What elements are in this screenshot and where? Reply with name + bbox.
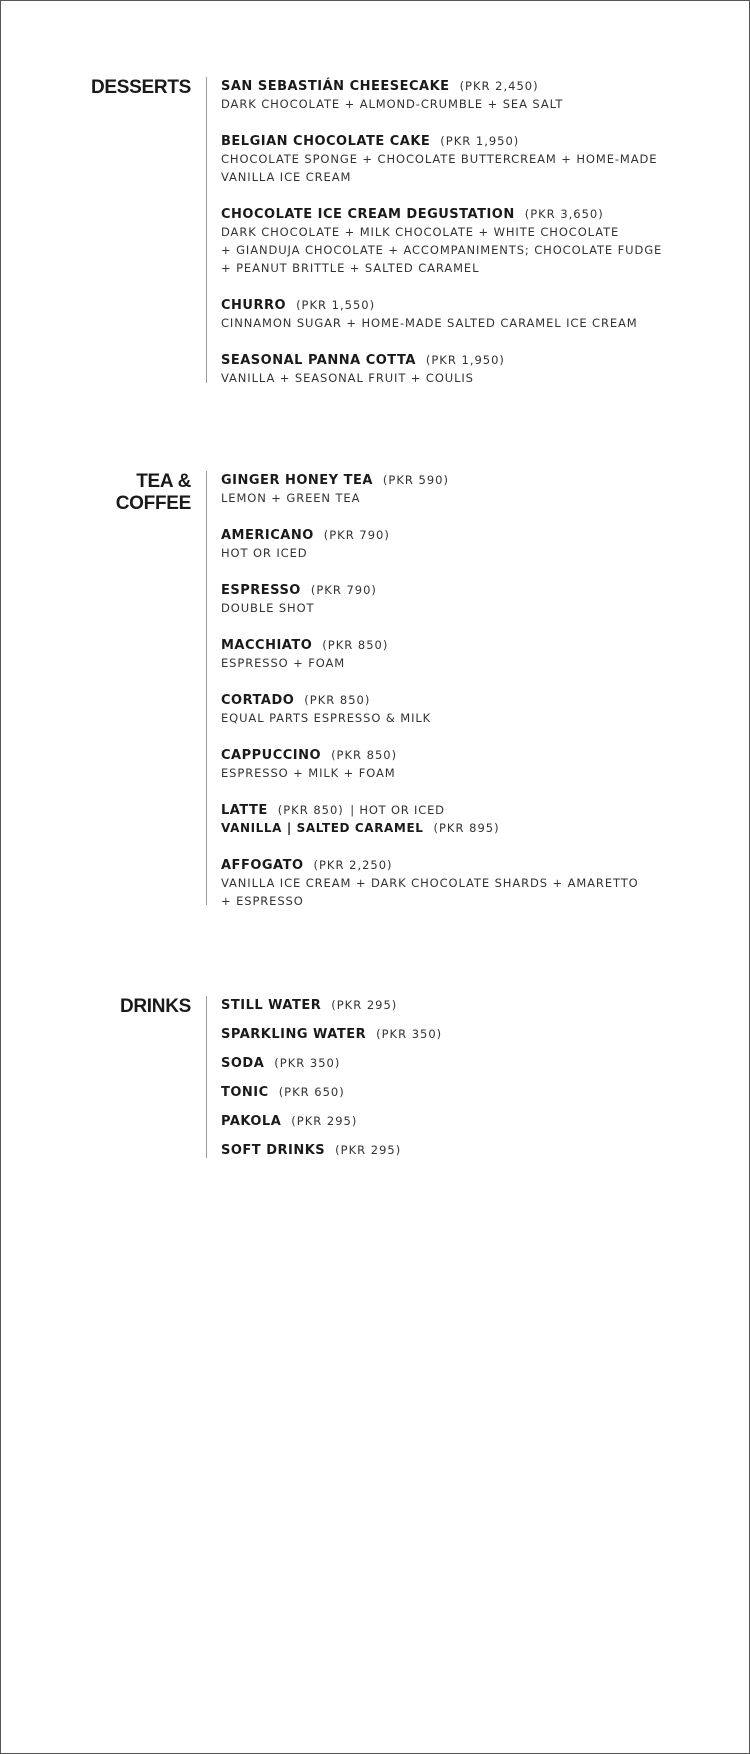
item-variant-name: VANILLA | SALTED CARAMEL <box>221 821 424 835</box>
item-name: CAPPUCCINO <box>221 748 322 763</box>
item-price: (PKR 850) <box>322 638 389 652</box>
item-description: VANILLA ICE CREAM <box>221 170 352 184</box>
drinks-list <box>221 996 701 1159</box>
item-description: ESPRESSO + FOAM <box>221 656 346 670</box>
item-name: SPARKLING WATER <box>221 1027 367 1042</box>
item-description: VANILLA ICE CREAM + DARK CHOCOLATE SHARDS + AMARETTO <box>221 876 639 890</box>
item-description: + GIANDUJA CHOCOLATE + ACCOMPANIMENTS; CHOCOLATE FUDGE <box>221 243 663 257</box>
menu-item <box>221 1025 701 1043</box>
item-name: SOFT DRINKS <box>221 1143 326 1158</box>
item-name: GINGER HONEY TEA <box>221 473 373 488</box>
item-price: (PKR 650) <box>278 1085 345 1099</box>
item-name: SEASONAL PANNA COTTA <box>221 353 416 368</box>
menu-item <box>221 132 701 186</box>
menu-item <box>221 1141 701 1159</box>
item-name: TONIC <box>221 1085 269 1100</box>
item-description: CINNAMON SUGAR + HOME-MADE SALTED CARAMEL ICE CREAM <box>221 316 638 330</box>
drinks-heading <box>51 996 191 1018</box>
menu-item <box>221 526 701 562</box>
menu-item <box>221 205 701 277</box>
item-description: DARK CHOCOLATE + ALMOND-CRUMBLE + SEA SALT <box>221 97 564 111</box>
item-price: (PKR 850) <box>304 693 371 707</box>
menu-item <box>221 351 701 387</box>
item-price: (PKR 3,650) <box>524 207 604 221</box>
item-serving-option: | HOT OR ICED <box>350 803 445 817</box>
item-price: (PKR 295) <box>335 1143 402 1157</box>
item-name: BELGIAN CHOCOLATE CAKE <box>221 134 431 149</box>
item-description: + ESPRESSO <box>221 894 304 908</box>
menu-item <box>221 471 701 507</box>
desserts-list <box>221 77 701 387</box>
item-price: (PKR 295) <box>331 998 398 1012</box>
item-name: SAN SEBASTIÁN CHEESECAKE <box>221 79 450 94</box>
tea-coffee-heading <box>51 471 191 515</box>
item-price: (PKR 350) <box>376 1027 443 1041</box>
menu-item <box>221 77 701 113</box>
drinks-divider <box>206 996 207 1158</box>
item-description: EQUAL PARTS ESPRESSO & MILK <box>221 711 432 725</box>
item-name: ESPRESSO <box>221 583 301 598</box>
menu-item <box>221 1083 701 1101</box>
item-name: CHOCOLATE ICE CREAM DEGUSTATION <box>221 207 515 222</box>
item-name: CHURRO <box>221 298 287 313</box>
item-price: (PKR 1,550) <box>296 298 376 312</box>
item-price: (PKR 850) <box>331 748 398 762</box>
item-price: (PKR 790) <box>323 528 390 542</box>
drinks-title: DRINKS <box>119 996 191 1017</box>
item-name: PAKOLA <box>221 1114 282 1129</box>
item-name: LATTE <box>221 803 268 818</box>
desserts-divider <box>206 77 207 383</box>
item-description: VANILLA + SEASONAL FRUIT + COULIS <box>221 371 474 385</box>
item-name: MACCHIATO <box>221 638 313 653</box>
item-name: CORTADO <box>221 693 295 708</box>
item-name: AFFOGATO <box>221 858 304 873</box>
item-price: (PKR 2,250) <box>313 858 393 872</box>
tea-coffee-list <box>221 471 701 910</box>
menu-item <box>221 636 701 672</box>
item-name: STILL WATER <box>221 998 322 1013</box>
item-name: SODA <box>221 1056 265 1071</box>
item-description: CHOCOLATE SPONGE + CHOCOLATE BUTTERCREAM + HOME-MADE <box>221 152 658 166</box>
menu-item <box>221 1112 701 1130</box>
tea-coffee-title-line2: COFFEE <box>115 493 191 514</box>
item-description: HOT OR ICED <box>221 546 308 560</box>
menu-item-affogato <box>221 856 701 910</box>
item-description: DARK CHOCOLATE + MILK CHOCOLATE + WHITE CHOCOLATE <box>221 225 620 239</box>
item-price: (PKR 2,450) <box>459 79 539 93</box>
item-description: DOUBLE SHOT <box>221 601 315 615</box>
tea-coffee-divider <box>206 471 207 905</box>
item-price: (PKR 1,950) <box>425 353 505 367</box>
item-price: (PKR 350) <box>274 1056 341 1070</box>
item-price: (PKR 590) <box>382 473 449 487</box>
item-variant-price: (PKR 895) <box>433 821 500 835</box>
menu-item <box>221 296 701 332</box>
item-description: ESPRESSO + MILK + FOAM <box>221 766 396 780</box>
menu-item <box>221 746 701 782</box>
item-price: (PKR 850) <box>277 803 344 817</box>
menu-item-latte <box>221 801 701 837</box>
tea-coffee-title-line1: TEA & <box>136 471 191 492</box>
item-price: (PKR 1,950) <box>440 134 520 148</box>
item-name: AMERICANO <box>221 528 314 543</box>
item-description: + PEANUT BRITTLE + SALTED CARAMEL <box>221 261 480 275</box>
menu-item <box>221 581 701 617</box>
desserts-heading <box>51 77 191 99</box>
menu-item <box>221 1054 701 1072</box>
item-description: LEMON + GREEN TEA <box>221 491 361 505</box>
menu-item <box>221 996 701 1014</box>
item-price: (PKR 295) <box>291 1114 358 1128</box>
menu-item <box>221 691 701 727</box>
desserts-title: DESSERTS <box>90 77 191 98</box>
item-price: (PKR 790) <box>310 583 377 597</box>
